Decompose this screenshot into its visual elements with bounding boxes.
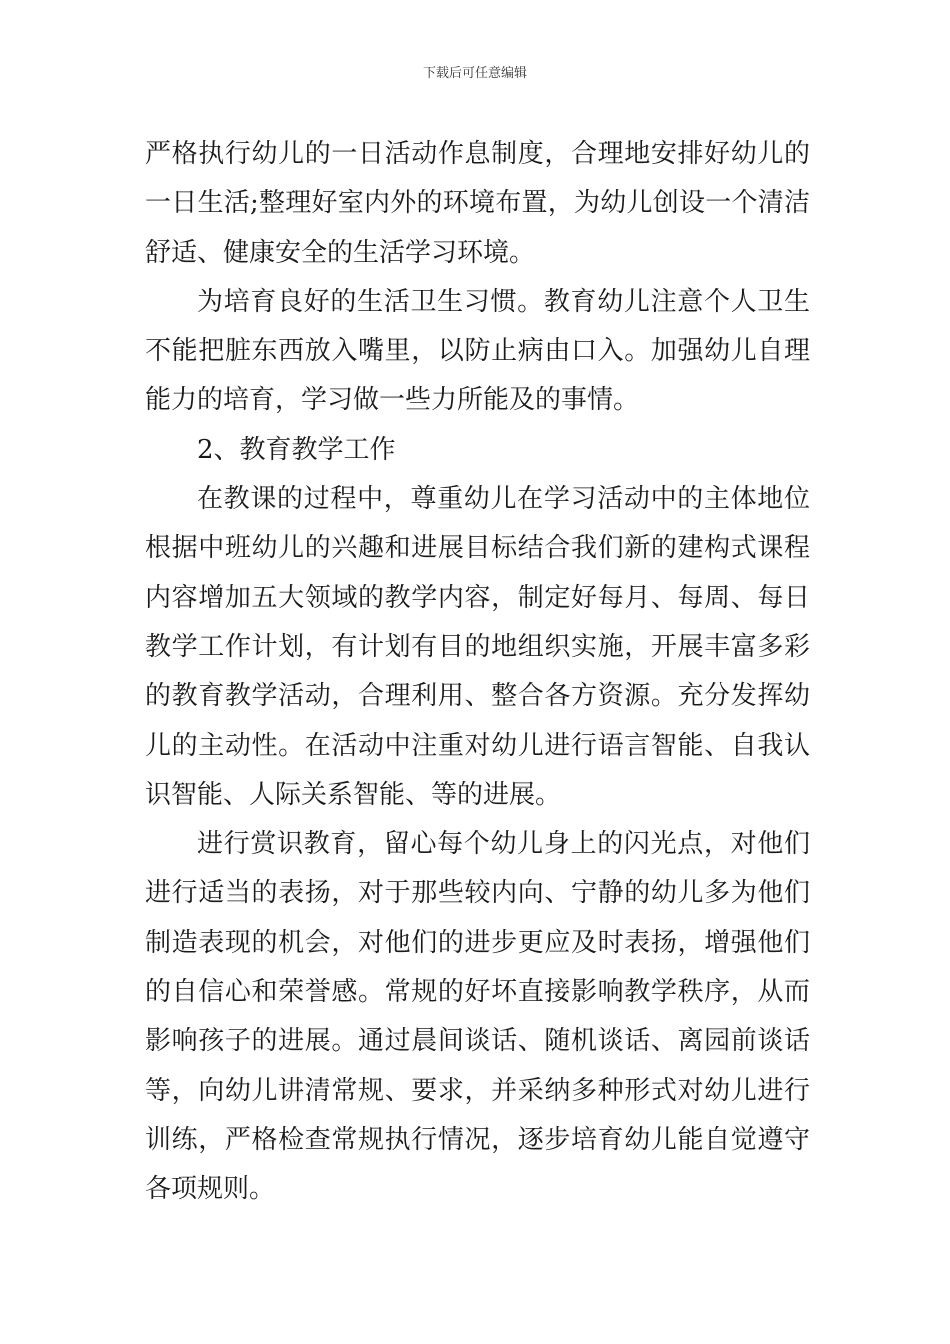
section-heading	[145, 426, 810, 475]
text-line: 儿的主动性。在活动中注重对幼儿进行语言智能、自我认	[145, 730, 810, 761]
text-line: 不能把脏东西放入嘴里，以防止病由口入。加强幼儿自理	[145, 336, 810, 367]
text-line: 各项规则。	[145, 1174, 276, 1205]
text-line: 为培育良好的生活卫生习惯。教育幼儿注意个人卫生	[197, 286, 810, 317]
text-line: 一日生活;整理好室内外的环境布置，为幼儿创设一个清洁	[145, 188, 810, 219]
text-line: 内容增加五大领域的教学内容，制定好每月、每周、每日	[145, 582, 810, 613]
text-line: 等，向幼儿讲清常规、要求，并采纳多种形式对幼儿进行	[145, 1075, 810, 1106]
text-line: 能力的培育，学习做一些力所能及的事情。	[145, 385, 640, 416]
text-line: 教学工作计划，有计划有目的地组织实施，开展丰富多彩	[145, 631, 810, 662]
text-line: 根据中班幼儿的兴趣和进展目标结合我们新的建构式课程	[145, 533, 810, 564]
text-line: 制造表现的机会，对他们的进步更应及时表扬，增强他们	[145, 927, 810, 958]
text-line: 的教育教学活动，合理利用、整合各方资源。充分发挥幼	[145, 681, 810, 712]
text-line: 严格执行幼儿的一日活动作息制度，合理地安排好幼儿的	[145, 139, 810, 169]
text-line: 进行适当的表扬，对于那些较内向、宁静的幼儿多为他们	[145, 878, 810, 909]
paragraph-routine	[145, 130, 810, 278]
text-line: 训练，严格检查常规执行情况，逐步培育幼儿能自觉遵守	[145, 1124, 810, 1155]
text-line: 舒适、健康安全的生活学习环境。	[145, 237, 536, 268]
page-header-note: 下载后可任意编辑	[422, 66, 527, 81]
body-text	[145, 130, 810, 1215]
text-line: 的自信心和荣誉感。常规的好坏直接影响教学秩序，从而	[145, 977, 810, 1008]
text-line: 识智能、人际关系智能、等的进展。	[145, 779, 562, 810]
paragraph-teaching	[145, 475, 810, 820]
text-line: 影响孩子的进展。通过晨间谈话、随机谈话、离园前谈话	[145, 1026, 810, 1057]
text-line: 在教课的过程中，尊重幼儿在学习活动中的主体地位	[197, 484, 810, 515]
paragraph-appreciation	[145, 820, 810, 1214]
text-line: 进行赏识教育，留心每个幼儿身上的闪光点，对他们	[197, 829, 810, 860]
heading-text: 2、教育教学工作	[197, 434, 396, 465]
paragraph-hygiene	[145, 278, 810, 426]
